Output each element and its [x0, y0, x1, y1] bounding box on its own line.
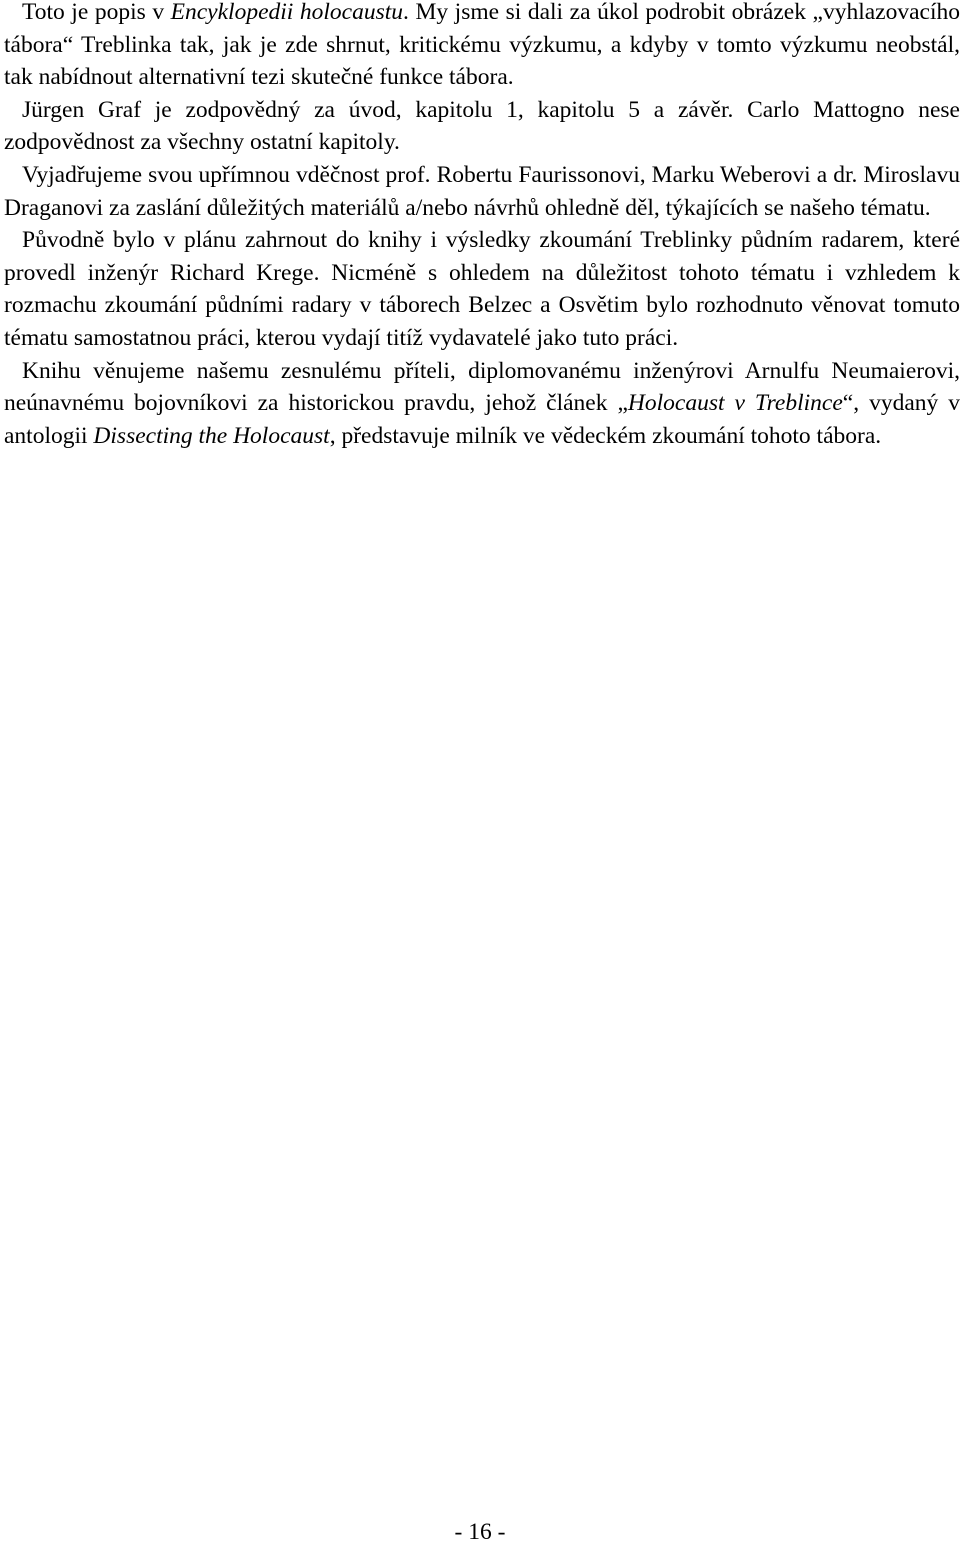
paragraph-radar-study: Původně bylo v plánu zahrnout do knihy i výsledky zkoumání Treblinky půdním radarem, které provedl inženýr Richard Krege. Nicméně s ohledem na důležitost tohoto tématu i vzhledem k rozmachu zkoumání půdními radary v táborech Belzec a Osvětim bylo rozhodnuto věnovat tomuto tématu samostatnou práci, kterou vydají titíž vydavatelé jako tuto práci. — [4, 227, 960, 351]
paragraph-dedication-end: , představuje milník ve vědeckém zkoumání tohoto tábora. — [329, 422, 882, 449]
paragraph-encyclopedia-rest: . My jsme si dali za úkol podrobit obrázek „vyhlazovacího tábora“ Treblinka tak, jak je zde shrnut, kritickému výzkumu, a kdyby v tomto výzkumu neobstál, tak nabídnout alternativní tezi skutečné funkce tábora. — [4, 0, 960, 91]
document-body — [4, 0, 960, 452]
paragraph-dedication-mid: “, vydaný v antologii — [4, 390, 960, 449]
paragraph-encyclopedia-lead: Toto je popis v — [22, 0, 171, 25]
paragraph-dedication-lead: Knihu věnujeme našemu zesnulému příteli, diplomovanému inženýrovi Arnulfu Neumaierovi, neúnavnému bojovníkovi za historickou pravdu, jehož článek „ — [4, 357, 960, 417]
page-number: - 16 - — [454, 1519, 506, 1545]
paragraph-authorship: Jürgen Graf je zodpovědný za úvod, kapitolu 1, kapitolu 5 a závěr. Carlo Mattogno nese zodpovědnost za všechny ostatní kapitoly. — [4, 96, 960, 156]
paragraph-acknowledgements: Vyjadřujeme svou upřímnou vděčnost prof. Robertu Faurissonovi, Marku Weberovi a dr. Miroslavu Draganovi za zaslání důležitých materiálů a/nebo návrhů ohledně děl, týkajících se našeho tématu. — [4, 161, 960, 221]
paragraph-dedication — [4, 355, 960, 453]
anthology-title: Dissecting the Holocaust — [93, 422, 330, 449]
encyclopedia-title: Encyklopedii holocaustu — [170, 0, 404, 25]
article-title: Holocaust v Treblince — [627, 390, 843, 417]
paragraph-encyclopedia — [4, 0, 960, 94]
